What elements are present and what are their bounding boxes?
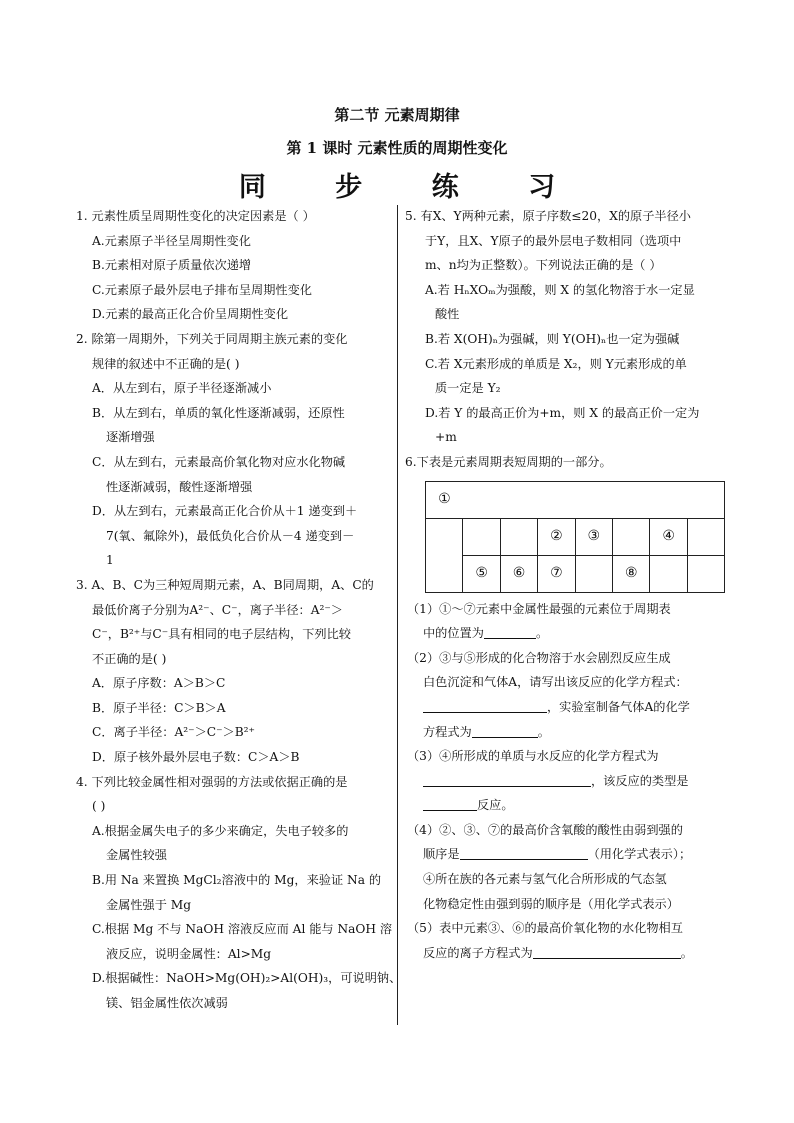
prompt-text: （用化学式表示）； bbox=[587, 847, 692, 862]
question-stem-cont: 最低价离子分别为A²⁻、C⁻，离子半径：A²⁻＞ bbox=[92, 602, 343, 617]
table-cell bbox=[613, 518, 650, 555]
question-5 bbox=[405, 204, 725, 450]
prompt-text: ，该反应的类型是 bbox=[591, 773, 689, 788]
answer-blank[interactable] bbox=[472, 723, 538, 738]
table-cell bbox=[463, 518, 500, 555]
option-a: A.若 HₙXOₘ为强酸，则 X 的氢化物溶于水一定显 bbox=[425, 282, 695, 297]
page-heading: 同 步 练 习 bbox=[238, 172, 586, 203]
option-d: D．从左到右，元素最高正化合价从＋1 递变到＋ bbox=[92, 504, 358, 519]
section-title: 第二节 元素周期律 bbox=[334, 106, 460, 124]
option-b: B．原子半径：C＞B＞A bbox=[92, 700, 226, 715]
prompt-text: 。 bbox=[537, 724, 550, 739]
table-cell bbox=[500, 518, 537, 555]
option-d: D.根据碱性：NaOH>Mg(OH)₂>Al(OH)₃，可说明钠、 bbox=[92, 971, 402, 986]
answer-blank[interactable] bbox=[423, 772, 591, 787]
option-b-cont: 逐渐增强 bbox=[106, 430, 155, 445]
prompt-text: 中的位置为 bbox=[423, 626, 484, 641]
subquestion-2: （2）③与⑤形成的化合物溶于水会剧烈反应生成 bbox=[407, 650, 671, 665]
subquestion-2-cont bbox=[405, 695, 725, 720]
option-c-cont: 液反应，说明金属性：Al>Mg bbox=[106, 946, 272, 961]
lesson-title: 第 1 课时 元素性质的周期性变化 bbox=[286, 139, 508, 157]
question-stem-cont: C⁻，B²⁺与C⁻具有相同的电子层结构，下列比较 bbox=[92, 627, 351, 642]
subquestion-5: （5）表中元素③、⑥的最高价氧化物的水化物相互 bbox=[407, 921, 683, 936]
answer-blank[interactable] bbox=[484, 624, 536, 639]
question-stem-cont: ( ) bbox=[92, 799, 106, 814]
subquestion-1: （1）①～⑦元素中金属性最强的元素位于周期表 bbox=[407, 601, 671, 616]
question-stem-cont: m、n均为正整数）。下列说法正确的是（ ） bbox=[425, 258, 662, 273]
question-1 bbox=[76, 204, 392, 327]
periodic-table-fragment bbox=[425, 481, 725, 593]
option-d: D.若 Y 的最高正价为+m，则 X 的最高正价一定为 bbox=[425, 405, 700, 420]
table-cell bbox=[463, 481, 500, 518]
answer-blank[interactable] bbox=[460, 845, 588, 860]
question-3 bbox=[76, 573, 392, 770]
left-column bbox=[76, 204, 402, 1016]
table-cell bbox=[426, 518, 463, 555]
option-a: A.元素原子半径呈周期性变化 bbox=[92, 233, 251, 248]
option-d-cont: 7(氧、氟除外)，最低负化合价从－4 递变到－ bbox=[106, 528, 355, 543]
table-cell: ⑧ bbox=[613, 555, 650, 592]
subquestion-4: （4）②、③、⑦的最高价含氧酸的酸性由弱到强的 bbox=[407, 822, 683, 837]
question-4 bbox=[76, 770, 402, 1016]
option-c-cont: 质一定是 Y₂ bbox=[435, 381, 501, 396]
question-2 bbox=[76, 327, 392, 573]
option-a-cont: 酸性 bbox=[435, 307, 460, 322]
option-c: C.根据 Mg 不与 NaOH 溶液反应而 Al 能与 NaOH 溶 bbox=[92, 922, 393, 937]
table-cell bbox=[575, 481, 612, 518]
prompt-text: ，实验室制备气体A的化学 bbox=[547, 699, 690, 714]
option-d-cont: 镁、铝金属性依次减弱 bbox=[106, 996, 228, 1010]
subquestion-2-cont bbox=[405, 720, 725, 745]
answer-blank[interactable] bbox=[423, 698, 547, 713]
table-cell bbox=[650, 555, 687, 592]
option-c: C.元素原子最外层电子排布呈周期性变化 bbox=[92, 282, 312, 297]
subquestion-4-cont: ④所在族的各元素与氢气化合所形成的气态氢 bbox=[423, 872, 667, 887]
option-d-cont: +m bbox=[435, 430, 457, 445]
option-c: C.若 X元素形成的单质是 X₂，则 Y元素形成的单 bbox=[425, 356, 687, 371]
subquestion-5-cont bbox=[405, 941, 725, 966]
question-6 bbox=[405, 450, 725, 966]
table-cell: ⑦ bbox=[538, 555, 575, 592]
table-cell bbox=[538, 481, 575, 518]
table-cell bbox=[687, 555, 724, 592]
table-cell: ④ bbox=[650, 518, 687, 555]
table-cell bbox=[687, 481, 724, 518]
option-b: B．从左到右，单质的氧化性逐渐减弱，还原性 bbox=[92, 405, 345, 420]
prompt-text: 。 bbox=[680, 945, 693, 960]
option-a: A．原子序数：A＞B＞C bbox=[92, 676, 226, 691]
question-stem: 6.下表是元素周期表短周期的一部分。 bbox=[405, 454, 612, 469]
option-c-cont: 性逐渐减弱，酸性逐渐增强 bbox=[106, 479, 253, 494]
answer-blank[interactable] bbox=[423, 796, 477, 811]
table-cell bbox=[613, 481, 650, 518]
option-d: D.元素的最高正化合价呈周期性变化 bbox=[92, 307, 289, 322]
prompt-text: 反应。 bbox=[477, 798, 514, 813]
right-column bbox=[405, 204, 725, 965]
option-b: B.用 Na 来置换 MgCl₂溶液中的 Mg，来验证 Na 的 bbox=[92, 873, 382, 888]
table-cell bbox=[650, 481, 687, 518]
question-stem-cont: 于Y，且X、Y原子的最外层电子数相同（选项中 bbox=[425, 233, 682, 248]
answer-blank[interactable] bbox=[533, 944, 681, 959]
option-b: B.元素相对原子质量依次递增 bbox=[92, 258, 252, 273]
table-cell: ③ bbox=[575, 518, 612, 555]
column-divider bbox=[397, 205, 398, 1025]
table-cell bbox=[426, 555, 463, 592]
subquestion-3-cont bbox=[405, 769, 725, 794]
question-stem-cont: 规律的叙述中不正确的是( ) bbox=[92, 356, 240, 371]
option-a: A．从左到右，原子半径逐渐减小 bbox=[92, 381, 272, 396]
option-a-cont: 金属性较强 bbox=[106, 848, 167, 863]
option-d: D．原子核外最外层电子数：C＞A＞B bbox=[92, 750, 300, 765]
question-stem: 1. 元素性质呈周期性变化的决定因素是（ ） bbox=[76, 209, 315, 223]
subquestion-1-cont bbox=[405, 621, 725, 646]
subquestion-3-cont bbox=[405, 793, 725, 818]
table-cell bbox=[500, 481, 537, 518]
table-cell bbox=[575, 555, 612, 592]
subquestion-4-cont bbox=[405, 842, 725, 867]
question-stem: 2. 除第一周期外，下列关于同周期主族元素的变化 bbox=[76, 331, 348, 346]
subquestion-4-cont: 化物稳定性由强到弱的顺序是（用化学式表示） bbox=[423, 896, 679, 911]
subquestion-2-cont: 白色沉淀和气体A，请写出该反应的化学方程式： bbox=[423, 675, 688, 690]
option-c: C．从左到右，元素最高价氧化物对应水化物碱 bbox=[92, 454, 346, 469]
table-cell bbox=[687, 518, 724, 555]
prompt-text: 方程式为 bbox=[423, 724, 472, 739]
option-d-cont: 1 bbox=[106, 553, 114, 568]
table-cell: ⑥ bbox=[500, 555, 537, 592]
prompt-text: 顺序是 bbox=[423, 847, 460, 862]
question-stem: 5. 有X、Y两种元素，原子序数≤20，X的原子半径小 bbox=[405, 209, 691, 223]
option-a: A.根据金属失电子的多少来确定，失电子较多的 bbox=[92, 823, 349, 838]
prompt-text: 。 bbox=[535, 626, 549, 641]
option-b-cont: 金属性强于 Mg bbox=[106, 897, 192, 912]
subquestion-3: （3）④所形成的单质与水反应的化学方程式为 bbox=[407, 749, 659, 764]
table-cell: ⑤ bbox=[463, 555, 500, 592]
table-cell: ① bbox=[426, 481, 463, 518]
question-stem: 3. A、B、C为三种短周期元素，A、B同周期，A、C的 bbox=[76, 577, 374, 592]
prompt-text: 反应的离子方程式为 bbox=[423, 945, 533, 960]
question-stem-cont: 不正确的是( ) bbox=[92, 651, 167, 666]
option-b: B.若 X(OH)ₙ为强碱，则 Y(OH)ₙ也一定为强碱 bbox=[425, 331, 680, 346]
question-stem: 4. 下列比较金属性相对强弱的方法或依据正确的是 bbox=[76, 774, 348, 789]
option-c: C．离子半径：A²⁻＞C⁻＞B²⁺ bbox=[92, 725, 255, 740]
table-cell: ② bbox=[538, 518, 575, 555]
